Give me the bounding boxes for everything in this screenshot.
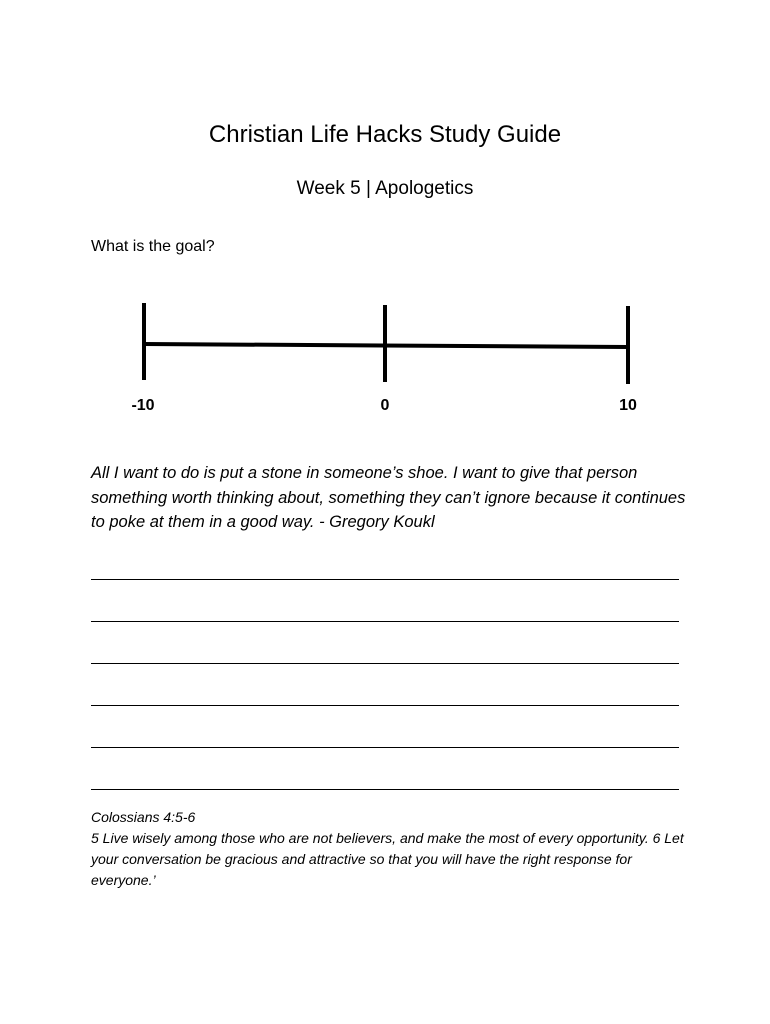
goal-scale — [120, 300, 660, 390]
scale-label-min: -10 — [131, 397, 155, 414]
answer-line[interactable] — [91, 560, 679, 580]
scale-label-mid: 0 — [380, 397, 390, 414]
verse-text: 5 Live wisely among those who are not believers, and make the most of every opportunity. 6 Let your conversation be gracious and attractive so that you will have the right response for everyone.’ — [91, 830, 684, 888]
answer-line[interactable] — [91, 664, 679, 706]
page-title: Christian Life Hacks Study Guide — [208, 121, 562, 148]
koukl-quote: All I want to do is put a stone in someone’s shoe. I want to give that person something worth thinking about, something they can’t ignore because it continues to poke at them in a good way. - Gregory Koukl — [91, 464, 686, 531]
answer-line[interactable] — [91, 580, 679, 622]
scripture-passage — [91, 807, 691, 891]
answer-line[interactable] — [91, 622, 679, 664]
scale-label-max: 10 — [619, 397, 637, 414]
answer-line[interactable] — [91, 706, 679, 748]
answer-line[interactable] — [91, 748, 679, 790]
verse-reference: Colossians 4:5-6 — [91, 809, 196, 825]
page-subtitle: Week 5 | Apologetics — [296, 178, 474, 199]
goal-question: What is the goal? — [91, 238, 215, 255]
answer-lines — [91, 560, 679, 790]
